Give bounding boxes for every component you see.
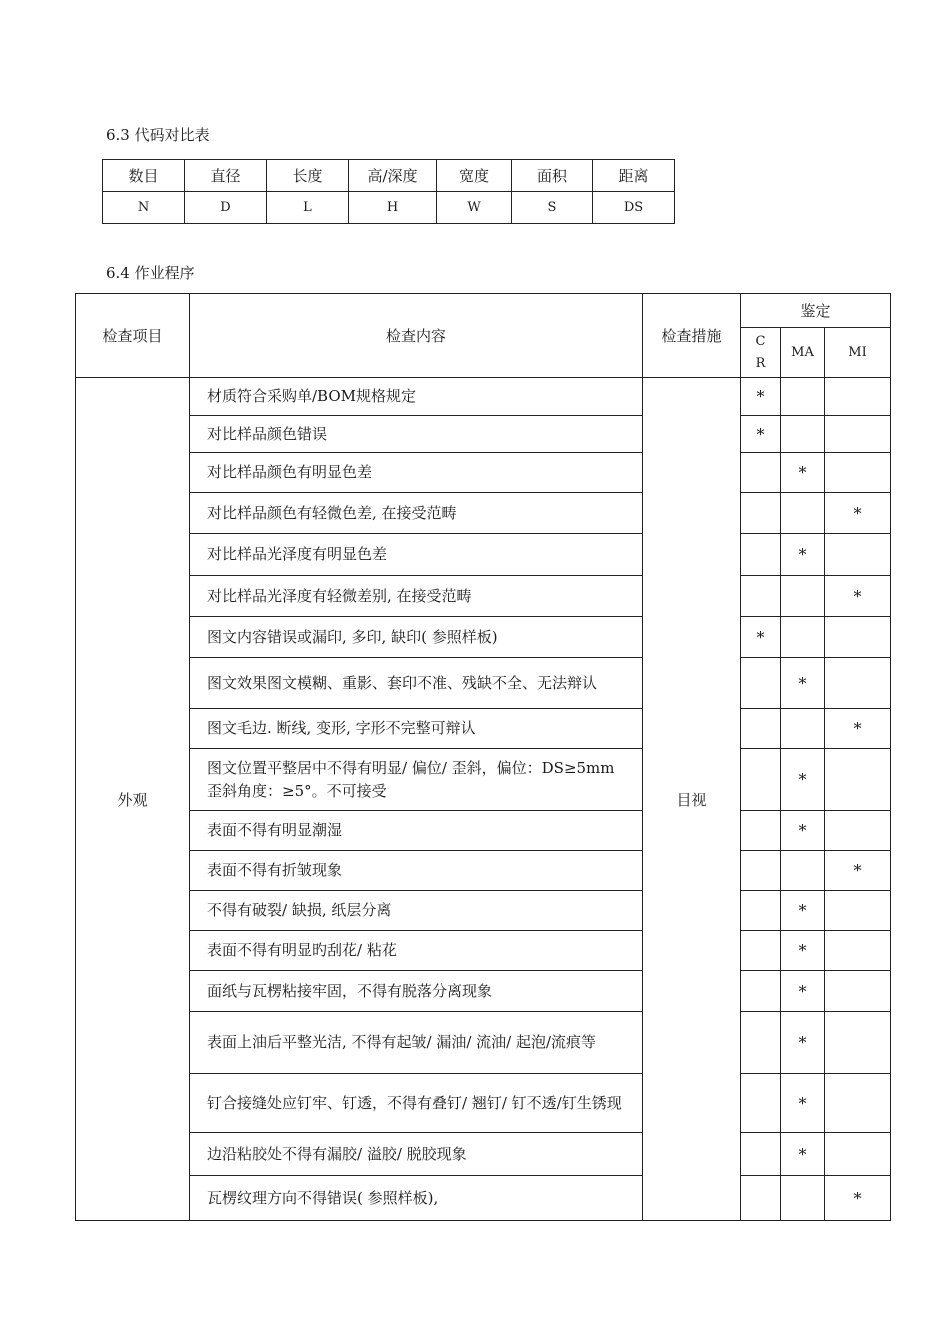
judgement-ma-cell (781, 416, 825, 453)
inspection-content-cell: 瓦楞纹理方向不得错误( 参照样板), (190, 1176, 643, 1221)
header-inspection-item: 检查项目 (76, 294, 190, 378)
procedure-table (75, 293, 891, 1221)
code-table-value-row (103, 192, 675, 224)
code-header-cell: 直径 (185, 160, 267, 192)
judgement-ma-cell: * (781, 1074, 825, 1133)
procedure-header-row (76, 294, 891, 328)
code-header-cell: 长度 (267, 160, 349, 192)
inspection-content-cell: 对比样品颜色有轻微色差, 在接受范畴 (190, 493, 643, 534)
judgement-mi-cell (825, 453, 891, 493)
procedure-row (76, 617, 891, 658)
judgement-cr-cell (741, 811, 781, 851)
inspection-content-cell: 对比样品光泽度有轻微差别, 在接受范畴 (190, 576, 643, 617)
judgement-ma-cell (781, 851, 825, 891)
judgement-mi-cell: * (825, 576, 891, 617)
procedure-row (76, 749, 891, 811)
judgement-ma-cell (781, 493, 825, 534)
code-value-cell: H (349, 192, 437, 224)
procedure-row (76, 1176, 891, 1221)
judgement-ma-cell: * (781, 1012, 825, 1074)
judgement-mi-cell (825, 891, 891, 931)
inspection-content-cell: 图文效果图文模糊、重影、套印不准、残缺不全、无法辩认 (190, 658, 643, 709)
judgement-ma-cell: * (781, 658, 825, 709)
inspection-content-cell: 面纸与瓦楞粘接牢固，不得有脱落分离现象 (190, 971, 643, 1012)
code-header-cell: 距离 (593, 160, 675, 192)
header-mi: MI (825, 328, 891, 378)
procedure-row (76, 534, 891, 576)
judgement-ma-cell (781, 617, 825, 658)
inspection-content-cell: 材质符合采购单/BOM规格规定 (190, 378, 643, 416)
inspection-content-cell: 表面不得有明显潮湿 (190, 811, 643, 851)
code-value-cell: S (512, 192, 593, 224)
judgement-mi-cell (825, 971, 891, 1012)
judgement-ma-cell (781, 709, 825, 749)
judgement-ma-cell: * (781, 1133, 825, 1176)
code-header-cell: 宽度 (437, 160, 512, 192)
judgement-cr-cell (741, 851, 781, 891)
procedure-row (76, 891, 891, 931)
procedure-row (76, 416, 891, 453)
judgement-mi-cell (825, 1074, 891, 1133)
judgement-ma-cell: * (781, 811, 825, 851)
judgement-mi-cell (825, 811, 891, 851)
judgement-mi-cell (825, 617, 891, 658)
judgement-cr-cell: * (741, 378, 781, 416)
judgement-mi-cell: * (825, 1176, 891, 1221)
code-header-cell: 面积 (512, 160, 593, 192)
judgement-cr-cell (741, 1012, 781, 1074)
judgement-cr-cell (741, 658, 781, 709)
header-cr-letter-r: R (755, 355, 766, 371)
judgement-mi-cell (825, 658, 891, 709)
inspection-content-cell: 对比样品光泽度有明显色差 (190, 534, 643, 576)
code-comparison-table (102, 159, 675, 224)
judgement-ma-cell (781, 378, 825, 416)
header-ma: MA (781, 328, 825, 378)
procedure-row (76, 931, 891, 971)
judgement-cr-cell (741, 971, 781, 1012)
section-title-6-4: 6.4 作业程序 (106, 264, 195, 282)
judgement-mi-cell (825, 749, 891, 811)
procedure-row (76, 811, 891, 851)
inspection-content-cell: 对比样品颜色错误 (190, 416, 643, 453)
inspection-content-cell: 对比样品颜色有明显色差 (190, 453, 643, 493)
inspection-content-cell: 图文内容错误或漏印, 多印, 缺印( 参照样板) (190, 617, 643, 658)
judgement-mi-cell (825, 931, 891, 971)
inspection-content-cell: 钉合接缝处应钉牢、钉透，不得有叠钉/ 翘钉/ 钉不透/钉生锈现 (190, 1074, 643, 1133)
judgement-mi-cell (825, 1133, 891, 1176)
code-value-cell: DS (593, 192, 675, 224)
procedure-row (76, 453, 891, 493)
inspection-content-cell: 边沿粘胶处不得有漏胶/ 溢胶/ 脱胶现象 (190, 1133, 643, 1176)
judgement-cr-cell (741, 493, 781, 534)
procedure-row (76, 851, 891, 891)
judgement-mi-cell (825, 1012, 891, 1074)
procedure-row (76, 1133, 891, 1176)
procedure-row (76, 971, 891, 1012)
judgement-ma-cell: * (781, 971, 825, 1012)
code-header-cell: 高/深度 (349, 160, 437, 192)
judgement-ma-cell: * (781, 891, 825, 931)
procedure-row (76, 1012, 891, 1074)
header-cr (741, 328, 781, 378)
code-value-cell: N (103, 192, 185, 224)
code-value-cell: D (185, 192, 267, 224)
procedure-row (76, 709, 891, 749)
judgement-cr-cell (741, 1133, 781, 1176)
judgement-mi-cell (825, 416, 891, 453)
header-inspection-method: 检查措施 (643, 294, 741, 378)
header-inspection-content: 检查内容 (190, 294, 643, 378)
code-value-cell: W (437, 192, 512, 224)
judgement-ma-cell: * (781, 453, 825, 493)
procedure-row (76, 1074, 891, 1133)
judgement-cr-cell (741, 931, 781, 971)
judgement-ma-cell: * (781, 931, 825, 971)
inspection-item-cell: 外观 (76, 378, 190, 1221)
inspection-content-cell: 表面上油后平整光洁, 不得有起皱/ 漏油/ 流油/ 起泡/流痕等 (190, 1012, 643, 1074)
judgement-cr-cell (741, 1176, 781, 1221)
judgement-mi-cell (825, 378, 891, 416)
judgement-cr-cell (741, 453, 781, 493)
procedure-row (76, 378, 891, 416)
inspection-content-cell: 图文位置平整居中不得有明显/ 偏位/ 歪斜，偏位：DS≥5mm 歪斜角度：≥5°。不可接受 (190, 749, 643, 811)
judgement-mi-cell: * (825, 851, 891, 891)
code-value-cell: L (267, 192, 349, 224)
judgement-mi-cell: * (825, 493, 891, 534)
inspection-content-cell: 图文毛边. 断线, 变形, 字形不完整可辩认 (190, 709, 643, 749)
header-judgement: 鉴定 (741, 294, 891, 328)
judgement-cr-cell (741, 709, 781, 749)
inspection-content-cell: 不得有破裂/ 缺损, 纸层分离 (190, 891, 643, 931)
judgement-cr-cell (741, 749, 781, 811)
inspection-content-cell: 表面不得有明显旳刮花/ 粘花 (190, 931, 643, 971)
section-title-6-3: 6.3 代码对比表 (106, 126, 210, 144)
procedure-row (76, 493, 891, 534)
judgement-mi-cell: * (825, 709, 891, 749)
judgement-ma-cell: * (781, 534, 825, 576)
procedure-row (76, 658, 891, 709)
procedure-row (76, 576, 891, 617)
judgement-cr-cell (741, 576, 781, 617)
judgement-ma-cell (781, 576, 825, 617)
judgement-ma-cell (781, 1176, 825, 1221)
judgement-cr-cell (741, 534, 781, 576)
judgement-cr-cell (741, 891, 781, 931)
code-table-header-row (103, 160, 675, 192)
judgement-cr-cell: * (741, 617, 781, 658)
judgement-mi-cell (825, 534, 891, 576)
code-header-cell: 数目 (103, 160, 185, 192)
judgement-cr-cell: * (741, 416, 781, 453)
inspection-method-cell: 目视 (643, 378, 741, 1221)
judgement-ma-cell: * (781, 749, 825, 811)
judgement-cr-cell (741, 1074, 781, 1133)
header-cr-letter-c: C (755, 333, 766, 349)
inspection-content-cell: 表面不得有折皱现象 (190, 851, 643, 891)
